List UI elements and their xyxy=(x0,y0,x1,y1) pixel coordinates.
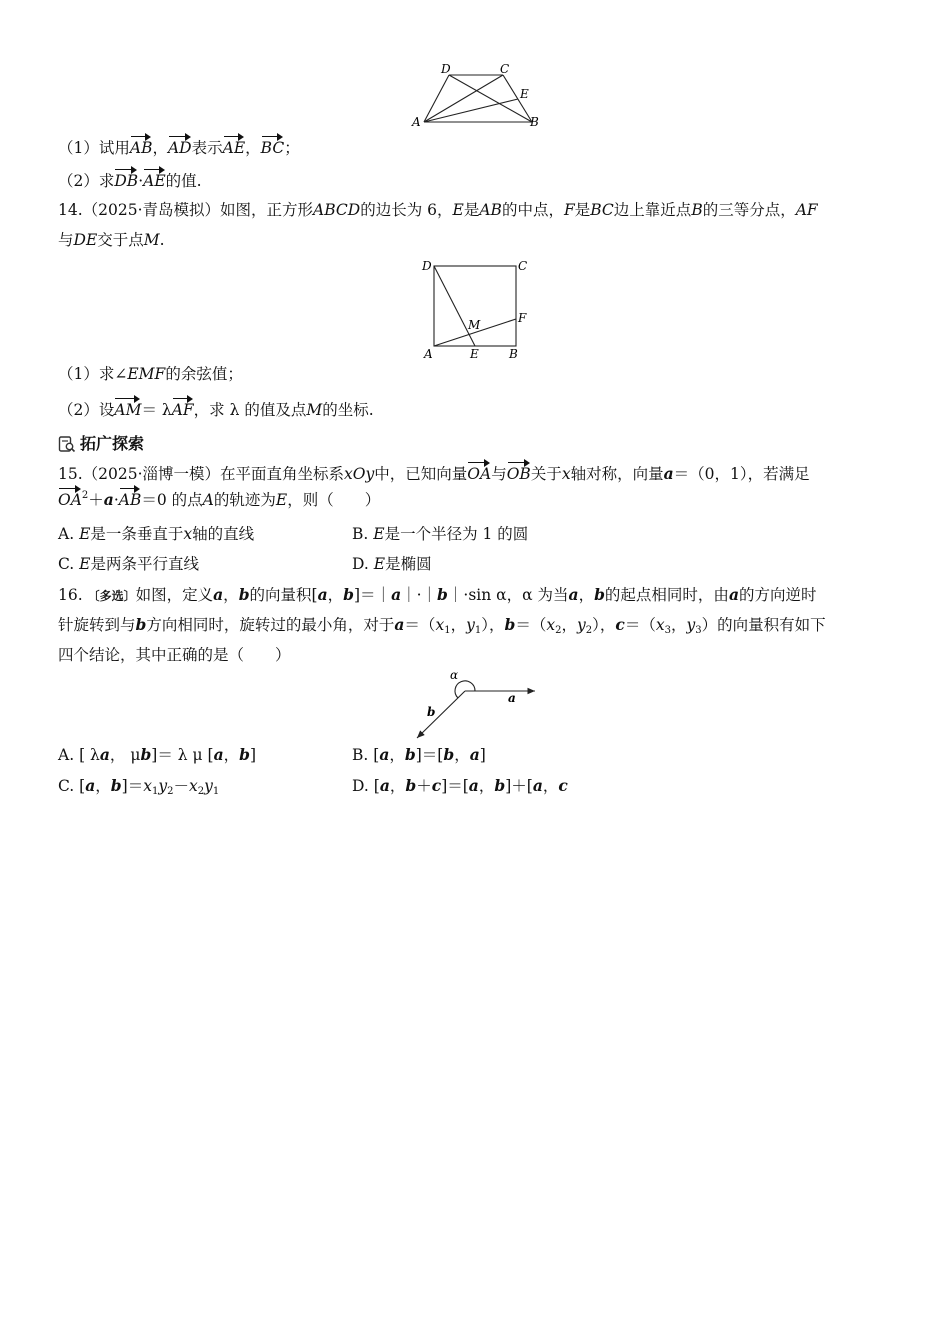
label-a: a xyxy=(508,691,516,705)
q16-option-d[interactable]: D. [a，b＋c]＝[a，b]＋[a，c xyxy=(352,776,568,795)
q16-line2: 针旋转到与b方向相同时，旋转过的最小角，对于$a=(x_1$，$y_1$），$b=(x_2$，$y_2$），$c=(x_3$，$y_3$）的向量积有如下 xyxy=(58,615,826,636)
section-heading xyxy=(58,433,144,455)
vector-AD: AD xyxy=(168,133,192,159)
label-C: C xyxy=(518,259,528,273)
label-M: M xyxy=(468,318,481,332)
q16-option-c[interactable]: C. [a，$b]=x_1y_2-x_2y_1$ xyxy=(58,776,220,797)
search-book-icon xyxy=(58,435,76,453)
q14-line1: 14.（2025·青岛模拟）如图，正方形ABCD的边长为 6，E是AB的中点，F是BC边上靠近点B的三等分点，AF xyxy=(58,201,818,219)
q13-part2: （2）求DB·AE的值. xyxy=(58,166,890,192)
section-title: 拓广探索 xyxy=(80,434,145,453)
vector-OB: OB xyxy=(507,459,531,485)
label-alpha: α xyxy=(450,668,459,682)
vector-AE: AE xyxy=(223,133,246,159)
label-B: B xyxy=(530,115,539,129)
label-D: D xyxy=(422,259,432,273)
q15-option-c[interactable]: C. E是两条平行直线 xyxy=(58,555,200,573)
label-A: A xyxy=(424,347,433,361)
q14-line2: 与DE交于点M. xyxy=(58,231,165,249)
vector-OA: OA xyxy=(58,485,82,511)
multi-select-tag: 〔多选〕 xyxy=(87,589,136,603)
q15-line2: $OA^2+a\cdot AB=0$ 的点A的轨迹为E，则（ ） xyxy=(58,485,890,511)
q16-line3: 四个结论，其中正确的是（ ） xyxy=(58,646,291,664)
vector-DB: DB xyxy=(114,166,138,192)
vector-AM: AM xyxy=(114,395,141,421)
vector-AE: AE xyxy=(143,166,166,192)
label-E: E xyxy=(520,87,529,101)
q14-part1: （1）求∠EMF的余弦值； xyxy=(58,365,243,383)
vector-AF: AF xyxy=(172,395,194,421)
vector-BC: BC xyxy=(261,133,285,159)
trapezoid-figure xyxy=(405,60,555,132)
label-E: E xyxy=(470,347,479,361)
label-F: F xyxy=(518,311,527,325)
square-figure xyxy=(415,255,540,365)
label-D: D xyxy=(441,62,451,76)
vector-angle-figure xyxy=(400,666,550,746)
label-B: B xyxy=(509,347,518,361)
q15-option-d[interactable]: D. E是椭圆 xyxy=(352,555,432,573)
q14-part2: （2）设AM＝ λAF，求 λ 的值及点M的坐标. xyxy=(58,395,890,421)
q15-option-a[interactable]: A. E是一条垂直于x轴的直线 xyxy=(58,525,255,543)
label-A: A xyxy=(412,115,421,129)
q15-option-b[interactable]: B. E是一个半径为 1 的圆 xyxy=(352,525,529,543)
q16-option-b[interactable]: B. [a，b]＝[b，a] xyxy=(352,745,486,764)
vector-OA: OA xyxy=(467,459,491,485)
label-b: b xyxy=(427,705,436,719)
q15-line1: 15.（2025·淄博一模）在平面直角坐标系xOy中，已知向量OA与OB关于x轴对称，向量a＝（0，1），若满足 xyxy=(58,459,890,485)
vector-AB: AB xyxy=(119,485,142,511)
q16-option-a[interactable]: A. [ λa， μb]＝ λ μ [a，b] xyxy=(58,745,257,764)
vector-AB: AB xyxy=(130,133,153,159)
q13-part1: （1）试用AB，AD表示AE，BC； xyxy=(58,133,890,159)
label-C: C xyxy=(500,62,510,76)
q16-line1: 16. 〔多选〕如图，定义a，b的向量积[a，b]＝｜a｜·｜b｜·sin α，α 为当a，b的起点相同时，由a的方向逆时 xyxy=(58,584,890,607)
